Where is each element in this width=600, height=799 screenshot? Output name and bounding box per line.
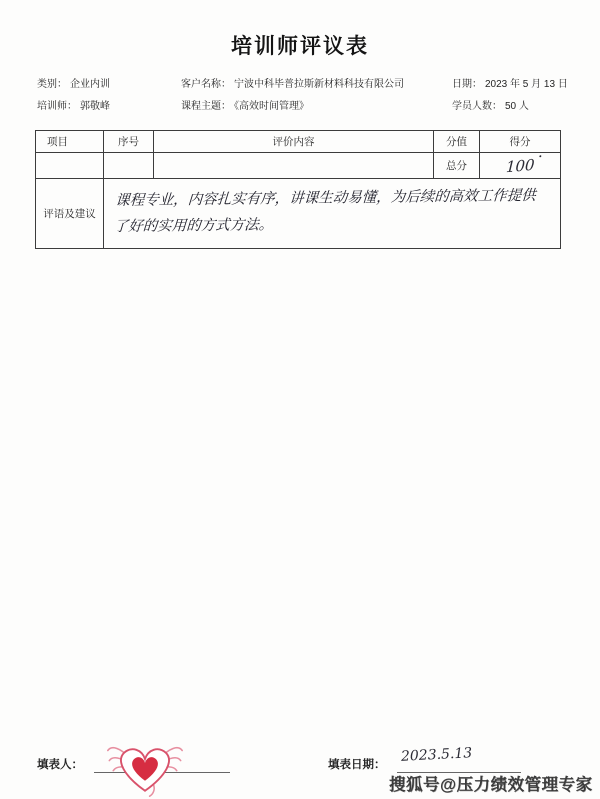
client-value: 宁波中科毕普拉斯新材料科技有限公司 bbox=[234, 79, 404, 90]
column-header-points: 分值 bbox=[434, 131, 480, 153]
comment-cell bbox=[104, 179, 561, 249]
empty-cell bbox=[104, 153, 154, 179]
trainer-value: 郭敬峰 bbox=[80, 101, 110, 112]
meta-attendees bbox=[452, 96, 597, 118]
page-title: 培训师评议表 bbox=[231, 35, 369, 58]
date-value: 2023 年 5 月 13 日 bbox=[485, 79, 568, 90]
meta-category bbox=[37, 74, 172, 96]
total-score-cell bbox=[480, 153, 561, 179]
date-label: 日期： bbox=[452, 79, 482, 90]
meta-column-center bbox=[181, 74, 446, 118]
total-label-cell: 总分 bbox=[434, 153, 480, 179]
comment-label-cell: 评语及建议 bbox=[36, 179, 104, 249]
topic-label: 课程主题： bbox=[181, 101, 231, 112]
meta-topic bbox=[181, 96, 446, 118]
column-header-content: 评价内容 bbox=[154, 131, 434, 153]
meta-date bbox=[452, 74, 597, 96]
handwritten-fill-date: 2023.5.13 bbox=[400, 745, 473, 765]
meta-column-right bbox=[452, 74, 597, 118]
meta-client bbox=[181, 74, 446, 96]
empty-cell bbox=[154, 153, 434, 179]
category-label: 类别： bbox=[37, 79, 67, 90]
table-header bbox=[36, 131, 561, 153]
column-header-item: 项目 bbox=[36, 131, 104, 153]
handwritten-total: 100 bbox=[505, 155, 535, 176]
topic-value: 《高效时间管理》 bbox=[234, 101, 309, 112]
filled-by-label: 填表人： bbox=[37, 759, 83, 771]
winged-heart-stamp-icon bbox=[104, 735, 186, 797]
comment-row bbox=[36, 179, 561, 249]
column-header-no: 序号 bbox=[104, 131, 154, 153]
meta-trainer bbox=[37, 96, 172, 118]
client-label: 客户名称： bbox=[181, 79, 231, 90]
attendees-label: 学员人数： bbox=[452, 101, 502, 112]
attendees-value: 50 人 bbox=[505, 101, 529, 112]
trainer-label: 培训师： bbox=[37, 101, 77, 112]
total-row bbox=[36, 153, 561, 179]
handwritten-comment: 课程专业，内容扎实有序，讲课生动易懂，为后续的高效工作提供了好的实用的方式方法。 bbox=[113, 187, 537, 235]
empty-cell bbox=[36, 153, 104, 179]
meta-column-left bbox=[37, 74, 172, 118]
fill-date-label: 填表日期： bbox=[328, 759, 386, 771]
category-value: 企业内训 bbox=[70, 79, 110, 90]
table-footer-rows bbox=[36, 153, 561, 249]
watermark-text: 搜狐号@压力绩效管理专家 bbox=[389, 776, 593, 794]
header-row bbox=[36, 131, 561, 153]
column-header-score: 得分 bbox=[480, 131, 561, 153]
evaluation-table bbox=[35, 130, 561, 249]
